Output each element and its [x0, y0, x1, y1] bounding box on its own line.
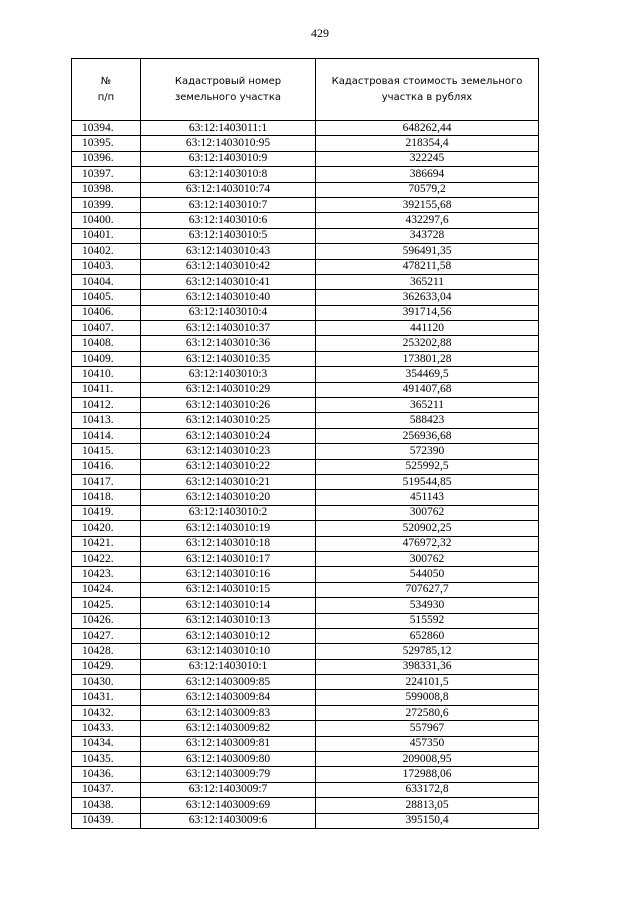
cadastral-value-cell: 391714,56: [316, 305, 539, 320]
row-number-cell: 10429.: [72, 659, 141, 674]
table-row: [72, 444, 539, 459]
table-row: [72, 474, 539, 489]
row-number-cell: 10413.: [72, 413, 141, 428]
cadastral-number-cell: 63:12:1403009:83: [141, 705, 316, 720]
cadastral-value-cell: 365211: [316, 398, 539, 413]
cadastral-number-cell: 63:12:1403011:1: [141, 121, 316, 136]
table-row: [72, 598, 539, 613]
row-number-cell: 10428.: [72, 644, 141, 659]
table-row: [72, 459, 539, 474]
cadastral-value-cell: 520902,25: [316, 521, 539, 536]
cadastral-number-cell: 63:12:1403010:21: [141, 474, 316, 489]
table-header-row: [72, 59, 539, 121]
cadastral-value-cell: 343728: [316, 228, 539, 243]
table-row: [72, 197, 539, 212]
row-number-cell: 10416.: [72, 459, 141, 474]
cadastral-number-cell: 63:12:1403010:5: [141, 228, 316, 243]
row-number-cell: 10414.: [72, 428, 141, 443]
cadastral-value-cell: 596491,35: [316, 244, 539, 259]
header-number-line-2: п/п: [97, 91, 115, 103]
cadastral-number-cell: 63:12:1403010:16: [141, 567, 316, 582]
header-number-line-1: №: [100, 75, 112, 87]
row-number-cell: 10407.: [72, 321, 141, 336]
cadastral-value-cell: 218354,4: [316, 136, 539, 151]
cadastral-number-cell: 63:12:1403010:20: [141, 490, 316, 505]
cadastral-number-cell: 63:12:1403010:17: [141, 551, 316, 566]
table-row: [72, 274, 539, 289]
cadastral-number-cell: 63:12:1403009:7: [141, 782, 316, 797]
cadastral-value-cell: 457350: [316, 736, 539, 751]
row-number-cell: 10399.: [72, 197, 141, 212]
cadastral-number-cell: 63:12:1403010:35: [141, 351, 316, 366]
table-row: [72, 736, 539, 751]
header-cadastral-line-1: Кадастровый номер: [174, 75, 282, 87]
cadastral-value-cell: 544050: [316, 567, 539, 582]
table-row: [72, 336, 539, 351]
row-number-cell: 10424.: [72, 582, 141, 597]
cadastral-value-cell: 354469,5: [316, 367, 539, 382]
cadastral-number-cell: 63:12:1403009:82: [141, 721, 316, 736]
cadastral-value-cell: 398331,36: [316, 659, 539, 674]
cadastral-value-cell: 519544,85: [316, 474, 539, 489]
cadastral-value-cell: 648262,44: [316, 121, 539, 136]
row-number-cell: 10433.: [72, 721, 141, 736]
table-row: [72, 136, 539, 151]
cadastral-value-cell: 432297,6: [316, 213, 539, 228]
cadastral-value-cell: 209008,95: [316, 752, 539, 767]
cadastral-value-cell: 300762: [316, 505, 539, 520]
cadastral-number-cell: 63:12:1403010:95: [141, 136, 316, 151]
cadastral-value-cell: 172988,06: [316, 767, 539, 782]
row-number-cell: 10426.: [72, 613, 141, 628]
table-row: [72, 259, 539, 274]
cadastral-number-cell: 63:12:1403010:13: [141, 613, 316, 628]
cadastral-number-cell: 63:12:1403010:10: [141, 644, 316, 659]
row-number-cell: 10404.: [72, 274, 141, 289]
cadastral-value-cell: 534930: [316, 598, 539, 613]
table-body: [72, 121, 539, 829]
table-row: [72, 659, 539, 674]
cadastral-value-cell: 392155,68: [316, 197, 539, 212]
cadastral-number-cell: 63:12:1403009:85: [141, 675, 316, 690]
cadastral-value-cell: 395150,4: [316, 813, 539, 828]
table-row: [72, 213, 539, 228]
cadastral-number-cell: 63:12:1403010:74: [141, 182, 316, 197]
row-number-cell: 10430.: [72, 675, 141, 690]
table-row: [72, 752, 539, 767]
table-row: [72, 628, 539, 643]
cadastral-value-cell: 173801,28: [316, 351, 539, 366]
row-number-cell: 10403.: [72, 259, 141, 274]
row-number-cell: 10415.: [72, 444, 141, 459]
cadastral-value-table: [71, 58, 539, 829]
row-number-cell: 10425.: [72, 598, 141, 613]
header-value-line-2: участка в рублях: [381, 91, 473, 103]
cadastral-number-cell: 63:12:1403010:40: [141, 290, 316, 305]
row-number-cell: 10420.: [72, 521, 141, 536]
table-header: [72, 59, 539, 121]
row-number-cell: 10431.: [72, 690, 141, 705]
row-number-cell: 10412.: [72, 398, 141, 413]
row-number-cell: 10410.: [72, 367, 141, 382]
table-row: [72, 782, 539, 797]
table-row: [72, 305, 539, 320]
row-number-cell: 10398.: [72, 182, 141, 197]
cadastral-value-cell: 322245: [316, 151, 539, 166]
page-number: 429: [311, 26, 329, 40]
row-number-cell: 10423.: [72, 567, 141, 582]
cadastral-value-cell: 224101,5: [316, 675, 539, 690]
row-number-cell: 10419.: [72, 505, 141, 520]
table-row: [72, 121, 539, 136]
cadastral-number-cell: 63:12:1403009:79: [141, 767, 316, 782]
cadastral-number-cell: 63:12:1403010:22: [141, 459, 316, 474]
row-number-cell: 10397.: [72, 167, 141, 182]
cadastral-number-cell: 63:12:1403010:4: [141, 305, 316, 320]
row-number-cell: 10400.: [72, 213, 141, 228]
table-row: [72, 721, 539, 736]
row-number-cell: 10422.: [72, 551, 141, 566]
cadastral-value-cell: 491407,68: [316, 382, 539, 397]
row-number-cell: 10394.: [72, 121, 141, 136]
cadastral-value-cell: 365211: [316, 274, 539, 289]
table-row: [72, 428, 539, 443]
cadastral-number-cell: 63:12:1403010:29: [141, 382, 316, 397]
cadastral-value-cell: 386694: [316, 167, 539, 182]
cadastral-value-cell: 451143: [316, 490, 539, 505]
table-row: [72, 813, 539, 828]
cadastral-number-cell: 63:12:1403010:25: [141, 413, 316, 428]
table-row: [72, 767, 539, 782]
table-row: [72, 551, 539, 566]
table-row: [72, 644, 539, 659]
cadastral-value-cell: 599008,8: [316, 690, 539, 705]
cadastral-number-cell: 63:12:1403009:6: [141, 813, 316, 828]
header-number: [72, 59, 141, 121]
cadastral-number-cell: 63:12:1403010:9: [141, 151, 316, 166]
row-number-cell: 10409.: [72, 351, 141, 366]
table-row: [72, 382, 539, 397]
cadastral-number-cell: 63:12:1403010:12: [141, 628, 316, 643]
cadastral-number-cell: 63:12:1403010:2: [141, 505, 316, 520]
table-row: [72, 536, 539, 551]
row-number-cell: 10427.: [72, 628, 141, 643]
cadastral-value-cell: 256936,68: [316, 428, 539, 443]
cadastral-value-cell: 633172,8: [316, 782, 539, 797]
cadastral-value-cell: 70579,2: [316, 182, 539, 197]
table-row: [72, 351, 539, 366]
cadastral-number-cell: 63:12:1403010:18: [141, 536, 316, 551]
cadastral-number-cell: 63:12:1403009:84: [141, 690, 316, 705]
cadastral-number-cell: 63:12:1403010:36: [141, 336, 316, 351]
row-number-cell: 10402.: [72, 244, 141, 259]
cadastral-value-cell: 652860: [316, 628, 539, 643]
table-row: [72, 521, 539, 536]
table-row: [72, 613, 539, 628]
row-number-cell: 10436.: [72, 767, 141, 782]
row-number-cell: 10417.: [72, 474, 141, 489]
row-number-cell: 10435.: [72, 752, 141, 767]
row-number-cell: 10421.: [72, 536, 141, 551]
header-cadastral-value: [316, 59, 539, 121]
table-row: [72, 151, 539, 166]
cadastral-value-cell: 572390: [316, 444, 539, 459]
cadastral-value-cell: 707627,7: [316, 582, 539, 597]
row-number-cell: 10439.: [72, 813, 141, 828]
row-number-cell: 10408.: [72, 336, 141, 351]
cadastral-number-cell: 63:12:1403010:6: [141, 213, 316, 228]
cadastral-value-cell: 253202,88: [316, 336, 539, 351]
cadastral-value-cell: 557967: [316, 721, 539, 736]
table-row: [72, 321, 539, 336]
cadastral-number-cell: 63:12:1403010:23: [141, 444, 316, 459]
cadastral-number-cell: 63:12:1403010:26: [141, 398, 316, 413]
cadastral-value-cell: 525992,5: [316, 459, 539, 474]
cadastral-number-cell: 63:12:1403010:3: [141, 367, 316, 382]
table-row: [72, 798, 539, 813]
cadastral-number-cell: 63:12:1403010:41: [141, 274, 316, 289]
cadastral-value-cell: 529785,12: [316, 644, 539, 659]
cadastral-number-cell: 63:12:1403010:37: [141, 321, 316, 336]
row-number-cell: 10395.: [72, 136, 141, 151]
row-number-cell: 10434.: [72, 736, 141, 751]
cadastral-number-cell: 63:12:1403010:42: [141, 259, 316, 274]
table-row: [72, 244, 539, 259]
row-number-cell: 10438.: [72, 798, 141, 813]
table-row: [72, 505, 539, 520]
cadastral-number-cell: 63:12:1403010:14: [141, 598, 316, 613]
row-number-cell: 10418.: [72, 490, 141, 505]
cadastral-value-cell: 515592: [316, 613, 539, 628]
cadastral-value-cell: 272580,6: [316, 705, 539, 720]
row-number-cell: 10432.: [72, 705, 141, 720]
cadastral-value-cell: 362633,04: [316, 290, 539, 305]
header-cadastral-line-2: земельного участка: [174, 91, 282, 103]
header-cadastral-number: [141, 59, 316, 121]
cadastral-number-cell: 63:12:1403009:80: [141, 752, 316, 767]
header-value-line-1: Кадастровая стоимость земельного: [331, 75, 523, 87]
table-row: [72, 398, 539, 413]
table-row: [72, 167, 539, 182]
cadastral-number-cell: 63:12:1403010:1: [141, 659, 316, 674]
row-number-cell: 10411.: [72, 382, 141, 397]
cadastral-number-cell: 63:12:1403009:81: [141, 736, 316, 751]
table-row: [72, 675, 539, 690]
row-number-cell: 10405.: [72, 290, 141, 305]
table-row: [72, 705, 539, 720]
cadastral-number-cell: 63:12:1403010:24: [141, 428, 316, 443]
table-row: [72, 690, 539, 705]
cadastral-number-cell: 63:12:1403010:43: [141, 244, 316, 259]
cadastral-value-cell: 441120: [316, 321, 539, 336]
table-row: [72, 490, 539, 505]
row-number-cell: 10401.: [72, 228, 141, 243]
cadastral-number-cell: 63:12:1403010:15: [141, 582, 316, 597]
cadastral-number-cell: 63:12:1403010:8: [141, 167, 316, 182]
cadastral-value-cell: 28813,05: [316, 798, 539, 813]
cadastral-value-cell: 300762: [316, 551, 539, 566]
cadastral-value-cell: 588423: [316, 413, 539, 428]
row-number-cell: 10406.: [72, 305, 141, 320]
table-row: [72, 228, 539, 243]
cadastral-value-cell: 476972,32: [316, 536, 539, 551]
cadastral-number-cell: 63:12:1403010:19: [141, 521, 316, 536]
row-number-cell: 10437.: [72, 782, 141, 797]
table-row: [72, 413, 539, 428]
cadastral-number-cell: 63:12:1403009:69: [141, 798, 316, 813]
table-row: [72, 567, 539, 582]
table-row: [72, 182, 539, 197]
table-row: [72, 582, 539, 597]
table-row: [72, 367, 539, 382]
row-number-cell: 10396.: [72, 151, 141, 166]
cadastral-value-cell: 478211,58: [316, 259, 539, 274]
table-row: [72, 290, 539, 305]
cadastral-number-cell: 63:12:1403010:7: [141, 197, 316, 212]
